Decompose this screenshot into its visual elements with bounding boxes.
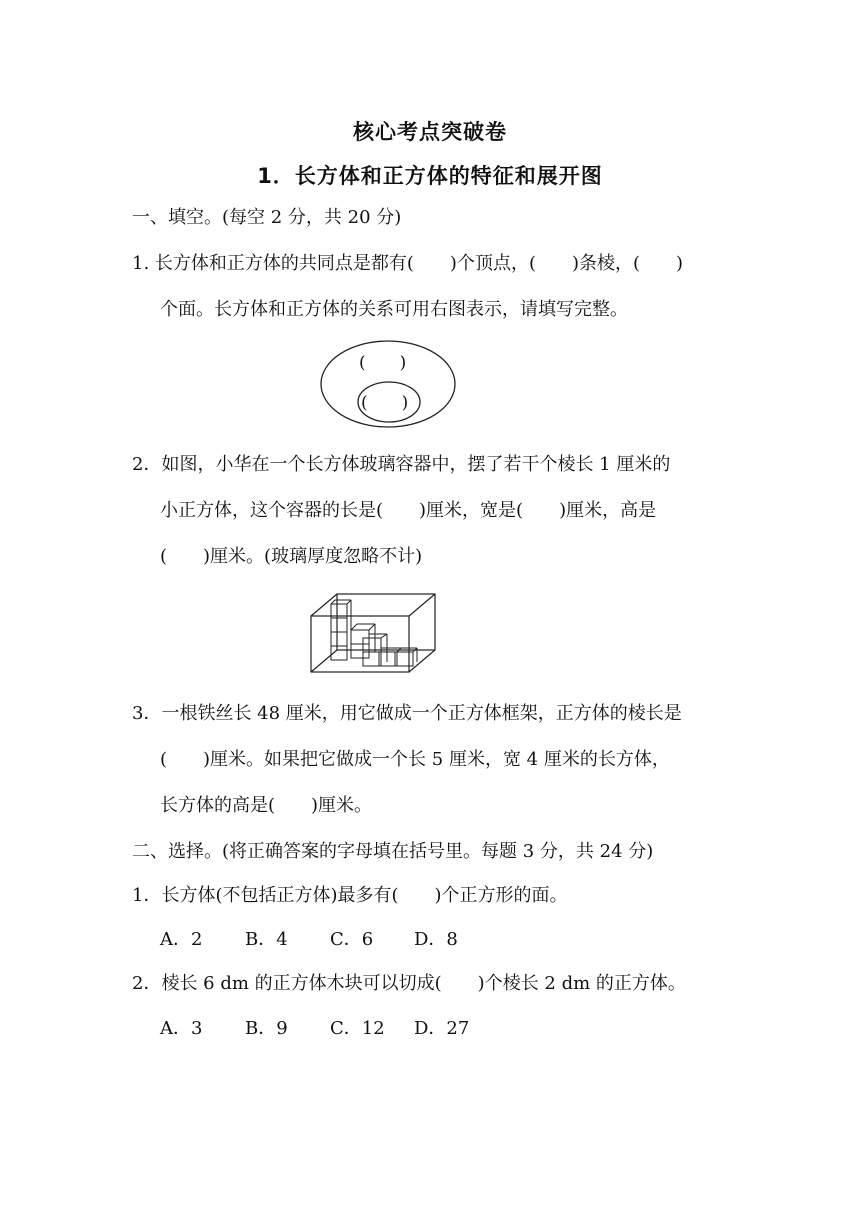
s2-q2-option-a: A．3: [160, 1018, 203, 1039]
s2-q1-option-d: D．8: [414, 929, 458, 950]
cube-stack: [331, 600, 351, 660]
q1-line-1: 1. 长方体和正方体的共同点是都有( )个顶点，( )条棱，( ): [132, 253, 684, 274]
container-back-face: [337, 594, 435, 650]
s2-q1-option-b: B．4: [245, 929, 288, 950]
glass-container-figure: [305, 590, 445, 678]
q1-line-2: 个面。长方体和正方体的关系可用右图表示，请填写完整。: [160, 299, 628, 320]
s2-q2-option-b: B．9: [245, 1018, 288, 1039]
section-1-heading: 一、填空。(每空 2 分，共 20 分): [132, 207, 402, 228]
s2-q1-option-a: A．2: [160, 929, 203, 950]
q2-line-3: ( )厘米。(玻璃厚度忽略不计): [160, 546, 423, 567]
page-subtitle: 1．长方体和正方体的特征和展开图: [257, 164, 603, 188]
s2-q1-text: 1．长方体(不包括正方体)最多有( )个正方形的面。: [132, 885, 568, 906]
q2-line-1: 2．如图，小华在一个长方体玻璃容器中，摆了若干个棱长 1 厘米的: [132, 454, 671, 475]
section-2-heading: 二、选择。(将正确答案的字母填在括号里。每题 3 分，共 24 分): [132, 841, 654, 862]
cube-steps: [351, 624, 417, 666]
s2-q1-option-c: C．6: [330, 929, 374, 950]
s2-q2-text: 2．棱长 6 dm 的正方体木块可以切成( )个棱长 2 dm 的正方体。: [132, 973, 686, 994]
outer-blank: ( ): [359, 353, 407, 373]
inner-blank: ( ): [361, 393, 409, 413]
q3-line-2: ( )厘米。如果把它做成一个长 5 厘米，宽 4 厘米的长方体，: [160, 749, 670, 770]
page-title: 核心考点突破卷: [353, 120, 507, 144]
q2-line-2: 小正方体，这个容器的长是( )厘米，宽是( )厘米，高是: [160, 500, 657, 521]
s2-q2-option-d: D．27: [414, 1018, 470, 1039]
q3-line-3: 长方体的高是( )厘米。: [160, 795, 373, 816]
venn-diagram: [318, 338, 458, 430]
s2-q2-option-c: C．12: [330, 1018, 385, 1039]
q3-line-1: 3．一根铁丝长 48 厘米，用它做成一个正方体框架，正方体的棱长是: [132, 703, 682, 724]
